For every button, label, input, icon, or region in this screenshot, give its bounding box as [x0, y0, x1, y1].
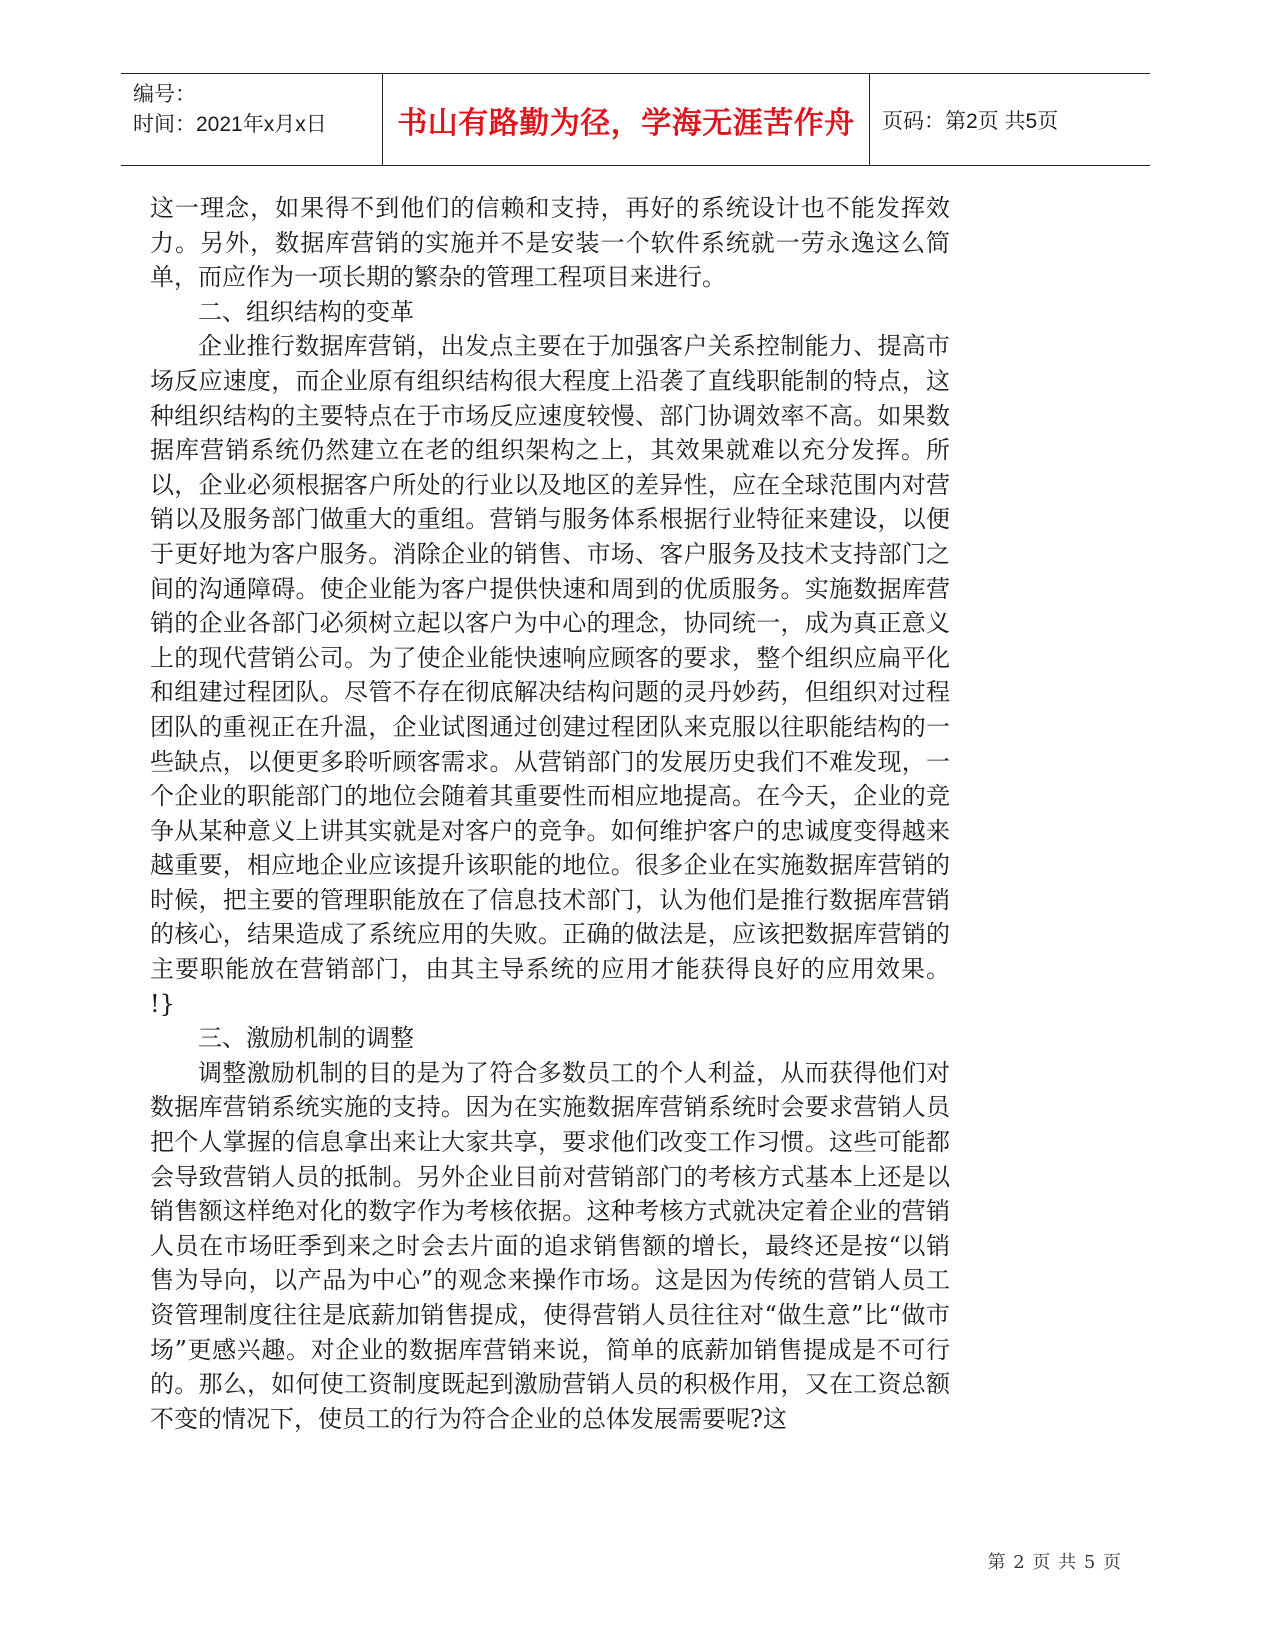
page-header	[121, 73, 1150, 166]
header-meta	[121, 74, 383, 165]
document-number-label: 编号：	[133, 83, 196, 106]
header-page-info: 页码：第2页 共5页	[882, 109, 1059, 133]
paragraph-incentive: 调整激励机制的目的是为了符合多数员工的个人利益，从而获得他们对数据库营销系统实施的支持。因为在实施数据库营销系统时会要求营销人员把个人掌握的信息拿出来让大家共享，要求他们改变工作习惯。这些可能都会导致营销人员的抵制。另外企业目前对营销部门的考核方式基本上还是以销售额这样绝对化的数字作为考核依据。这种考核方式就决定着企业的营销人员在市场旺季到来之时会去片面的追求销售额的增长，最终还是按“以销售为导向，以产品为中心”的观念来操作市场。这是因为传统的营销人员工资管理制度往往是底薪加销售提成，使得营销人员往往对“做生意”比“做市场”更感兴趣。对企业的数据库营销来说，简单的底薪加销售提成是不可行的。那么，如何使工资制度既起到激励营销人员的积极作用，又在工资总额不变的情况下，使员工的行为符合企业的总体发展需要呢?这	[150, 1058, 950, 1433]
section-heading-org-structure: 二、组织结构的变革	[198, 297, 414, 326]
section-heading-incentive: 三、激励机制的调整	[198, 1024, 414, 1053]
header-motto: 书山有路勤为径，学海无涯苦作舟	[383, 74, 870, 165]
page-footer: 第 2 页 共 5 页	[987, 1552, 1122, 1573]
document-body	[150, 191, 950, 1436]
document-time-label: 时间：2021年x月x日	[133, 113, 327, 136]
paragraph-org-structure: 企业推行数据库营销，出发点主要在于加强客户关系控制能力、提高市场反应速度，而企业原有组织结构很大程度上沿袭了直线职能制的特点，这种组织结构的主要特点在于市场反应速度较慢、部门协调效率不高。如果数据库营销系统仍然建立在老的组织架构之上，其效果就难以充分发挥。所以，企业必须根据客户所处的行业以及地区的差异性，应在全球范围内对营销以及服务部门做重大的重组。营销与服务体系根据行业特征来建设，以便于更好地为客户服务。消除企业的销售、市场、客户服务及技术支持部门之间的沟通障碍。使企业能为客户提供快速和周到的优质服务。实施数据库营销的企业各部门必须树立起以客户为中心的理念，协同统一，成为真正意义上的现代营销公司。为了使企业能快速响应顾客的要求，整个组织应扁平化和组建过程团队。尽管不存在彻底解决结构问题的灵丹妙药，但组织对过程团队的重视正在升温，企业试图通过创建过程团队来克服以往职能结构的一些缺点，以便更多聆听顾客需求。从营销部门的发展历史我们不难发现，一个企业的职能部门的地位会随着其重要性而相应地提高。在今天，企业的竞争从某种意义上讲其实就是对客户的竞争。如何维护客户的忠诚度变得越来越重要，相应地企业应该提升该职能的地位。很多企业在实施数据库营销的时候，把主要的管理职能放在了信息技术部门，认为他们是推行数据库营销的核心，结果造成了系统应用的失败。正确的做法是，应该把数据库营销的主要职能放在营销部门，由其主导系统的应用才能获得良好的应用效果。 !}	[150, 332, 950, 1018]
paragraph-continuation: 这一理念，如果得不到他们的信赖和支持，再好的系统设计也不能发挥效力。另外，数据库营销的实施并不是安装一个软件系统就一劳永逸这么简单，而应作为一项长期的繁杂的管理工程项目来进行。	[150, 194, 950, 292]
